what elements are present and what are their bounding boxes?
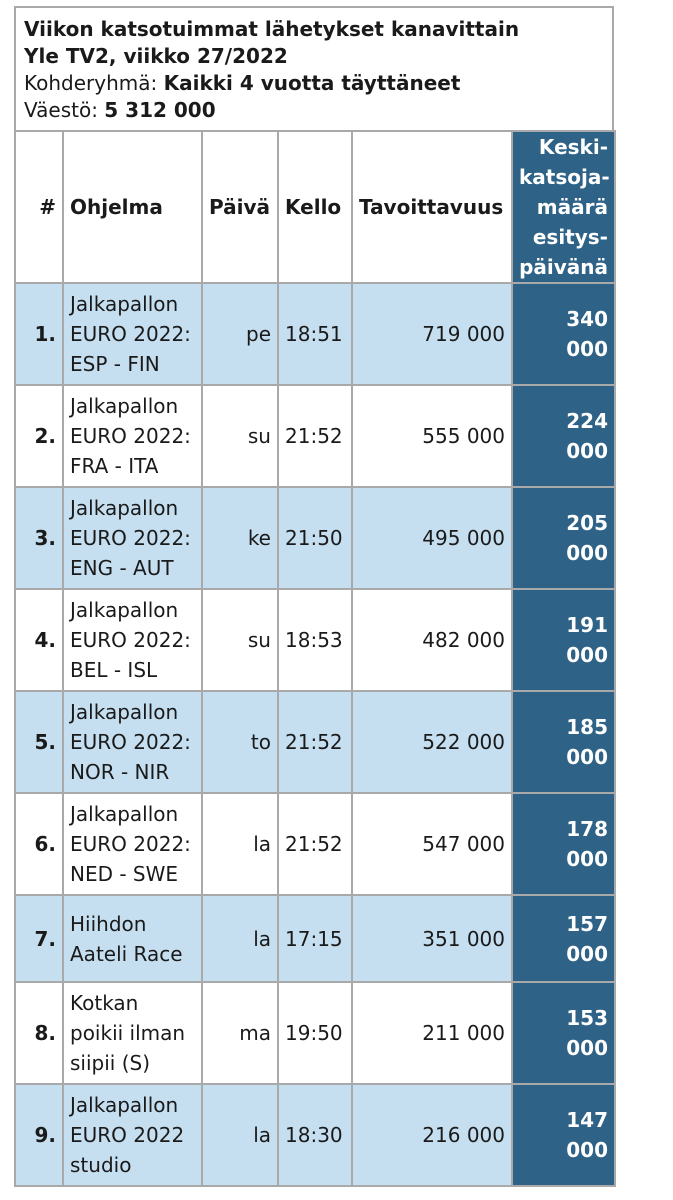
cell-program: [63, 1084, 202, 1186]
table-caption: [14, 6, 614, 130]
program-line: Jalkapallon: [70, 598, 179, 622]
program-line: ENG - AUT: [70, 556, 174, 580]
table-row: [15, 793, 615, 895]
program-line: EURO 2022:: [70, 424, 191, 448]
program-line: BEL - ISL: [70, 658, 158, 682]
table-row: [15, 283, 615, 385]
program-line: studio: [70, 1153, 132, 1177]
col-header-avg-line: Keski-: [538, 135, 608, 159]
program-line: EURO 2022:: [70, 628, 191, 652]
program-line: EURO 2022:: [70, 322, 191, 346]
program-line: EURO 2022:: [70, 832, 191, 856]
cell-rank: 2.: [15, 385, 63, 487]
program-line: siipii (S): [70, 1051, 150, 1075]
ratings-panel: [14, 6, 614, 1187]
cell-day: ma: [202, 982, 278, 1084]
target-group-label: Kohderyhmä:: [24, 71, 158, 95]
program-line: Aateli Race: [70, 941, 183, 966]
cell-time: 17:15: [278, 895, 352, 982]
col-header-avg-viewers: [512, 131, 615, 283]
cell-time: 18:53: [278, 589, 352, 691]
cell-avg-viewers: 157 000: [512, 895, 615, 982]
cell-time: 21:52: [278, 691, 352, 793]
table-row: [15, 589, 615, 691]
table-header-row: [15, 131, 615, 283]
cell-time: 18:30: [278, 1084, 352, 1186]
cell-time: 21:50: [278, 487, 352, 589]
col-header-day: Päivä: [202, 131, 278, 283]
cell-reach: 495 000: [352, 487, 512, 589]
cell-day: la: [202, 793, 278, 895]
cell-rank: 6.: [15, 793, 63, 895]
cell-time: 18:51: [278, 283, 352, 385]
program-line: Jalkapallon: [70, 292, 179, 316]
cell-time: 19:50: [278, 982, 352, 1084]
cell-rank: 4.: [15, 589, 63, 691]
cell-day: su: [202, 385, 278, 487]
col-header-rank: #: [15, 131, 63, 283]
program-line: EURO 2022:: [70, 730, 191, 754]
cell-rank: 9.: [15, 1084, 63, 1186]
table-row: [15, 487, 615, 589]
col-header-avg-line: määrä: [536, 195, 608, 219]
table-row: [15, 982, 615, 1084]
caption-title-line2: Yle TV2, viikko 27/2022: [24, 44, 288, 68]
cell-avg-viewers: 191 000: [512, 589, 615, 691]
population-label: Väestö:: [24, 98, 98, 122]
program-line: FRA - ITA: [70, 454, 159, 478]
col-header-avg-line: esitys-: [532, 225, 608, 249]
table-row: [15, 691, 615, 793]
cell-reach: 211 000: [352, 982, 512, 1084]
cell-program: [63, 691, 202, 793]
cell-rank: 8.: [15, 982, 63, 1084]
cell-reach: 482 000: [352, 589, 512, 691]
cell-avg-viewers: 224 000: [512, 385, 615, 487]
cell-program: [63, 589, 202, 691]
cell-reach: 522 000: [352, 691, 512, 793]
cell-program: [63, 895, 202, 982]
cell-program: [63, 793, 202, 895]
program-line: EURO 2022: [70, 1123, 185, 1147]
population-value: 5 312 000: [104, 98, 216, 122]
cell-reach: 547 000: [352, 793, 512, 895]
table-row: [15, 1084, 615, 1186]
cell-rank: 7.: [15, 895, 63, 982]
cell-avg-viewers: 340 000: [512, 283, 615, 385]
cell-time: 21:52: [278, 385, 352, 487]
cell-program: [63, 487, 202, 589]
program-line: Jalkapallon: [70, 1093, 179, 1117]
cell-rank: 5.: [15, 691, 63, 793]
col-header-program: Ohjelma: [63, 131, 202, 283]
program-line: Jalkapallon: [70, 496, 179, 520]
cell-day: la: [202, 895, 278, 982]
cell-time: 21:52: [278, 793, 352, 895]
cell-reach: 719 000: [352, 283, 512, 385]
cell-reach: 351 000: [352, 895, 512, 982]
cell-avg-viewers: 147 000: [512, 1084, 615, 1186]
cell-rank: 1.: [15, 283, 63, 385]
cell-day: ke: [202, 487, 278, 589]
target-group-value: Kaikki 4 vuotta täyttäneet: [163, 71, 461, 95]
cell-day: pe: [202, 283, 278, 385]
cell-avg-viewers: 185 000: [512, 691, 615, 793]
cell-day: su: [202, 589, 278, 691]
program-line: Kotkan: [70, 991, 139, 1015]
cell-day: la: [202, 1084, 278, 1186]
cell-avg-viewers: 205 000: [512, 487, 615, 589]
cell-program: [63, 385, 202, 487]
program-line: NOR - NIR: [70, 760, 170, 784]
cell-reach: 216 000: [352, 1084, 512, 1186]
program-line: Jalkapallon: [70, 394, 179, 418]
program-line: ESP - FIN: [70, 352, 160, 376]
cell-day: to: [202, 691, 278, 793]
cell-program: [63, 982, 202, 1084]
program-line: NED - SWE: [70, 862, 179, 886]
table-row: [15, 895, 615, 982]
program-line: poikii ilman: [70, 1021, 186, 1045]
ratings-table: [14, 130, 616, 1187]
program-line: EURO 2022:: [70, 526, 191, 550]
cell-program: [63, 283, 202, 385]
cell-reach: 555 000: [352, 385, 512, 487]
col-header-reach: Tavoittavuus: [352, 131, 512, 283]
target-group: [24, 70, 604, 97]
caption-title-line1: Viikon katsotuimmat lähetykset kanavittain: [24, 17, 520, 41]
program-line: Hiihdon: [70, 911, 147, 936]
population: [24, 97, 604, 124]
cell-rank: 3.: [15, 487, 63, 589]
program-line: Jalkapallon: [70, 700, 179, 724]
cell-avg-viewers: 178 000: [512, 793, 615, 895]
program-line: Jalkapallon: [70, 802, 179, 826]
col-header-avg-line: päivänä: [519, 255, 608, 279]
table-row: [15, 385, 615, 487]
col-header-time: Kello: [278, 131, 352, 283]
cell-avg-viewers: 153 000: [512, 982, 615, 1084]
col-header-avg-line: katsoja-: [519, 165, 610, 189]
